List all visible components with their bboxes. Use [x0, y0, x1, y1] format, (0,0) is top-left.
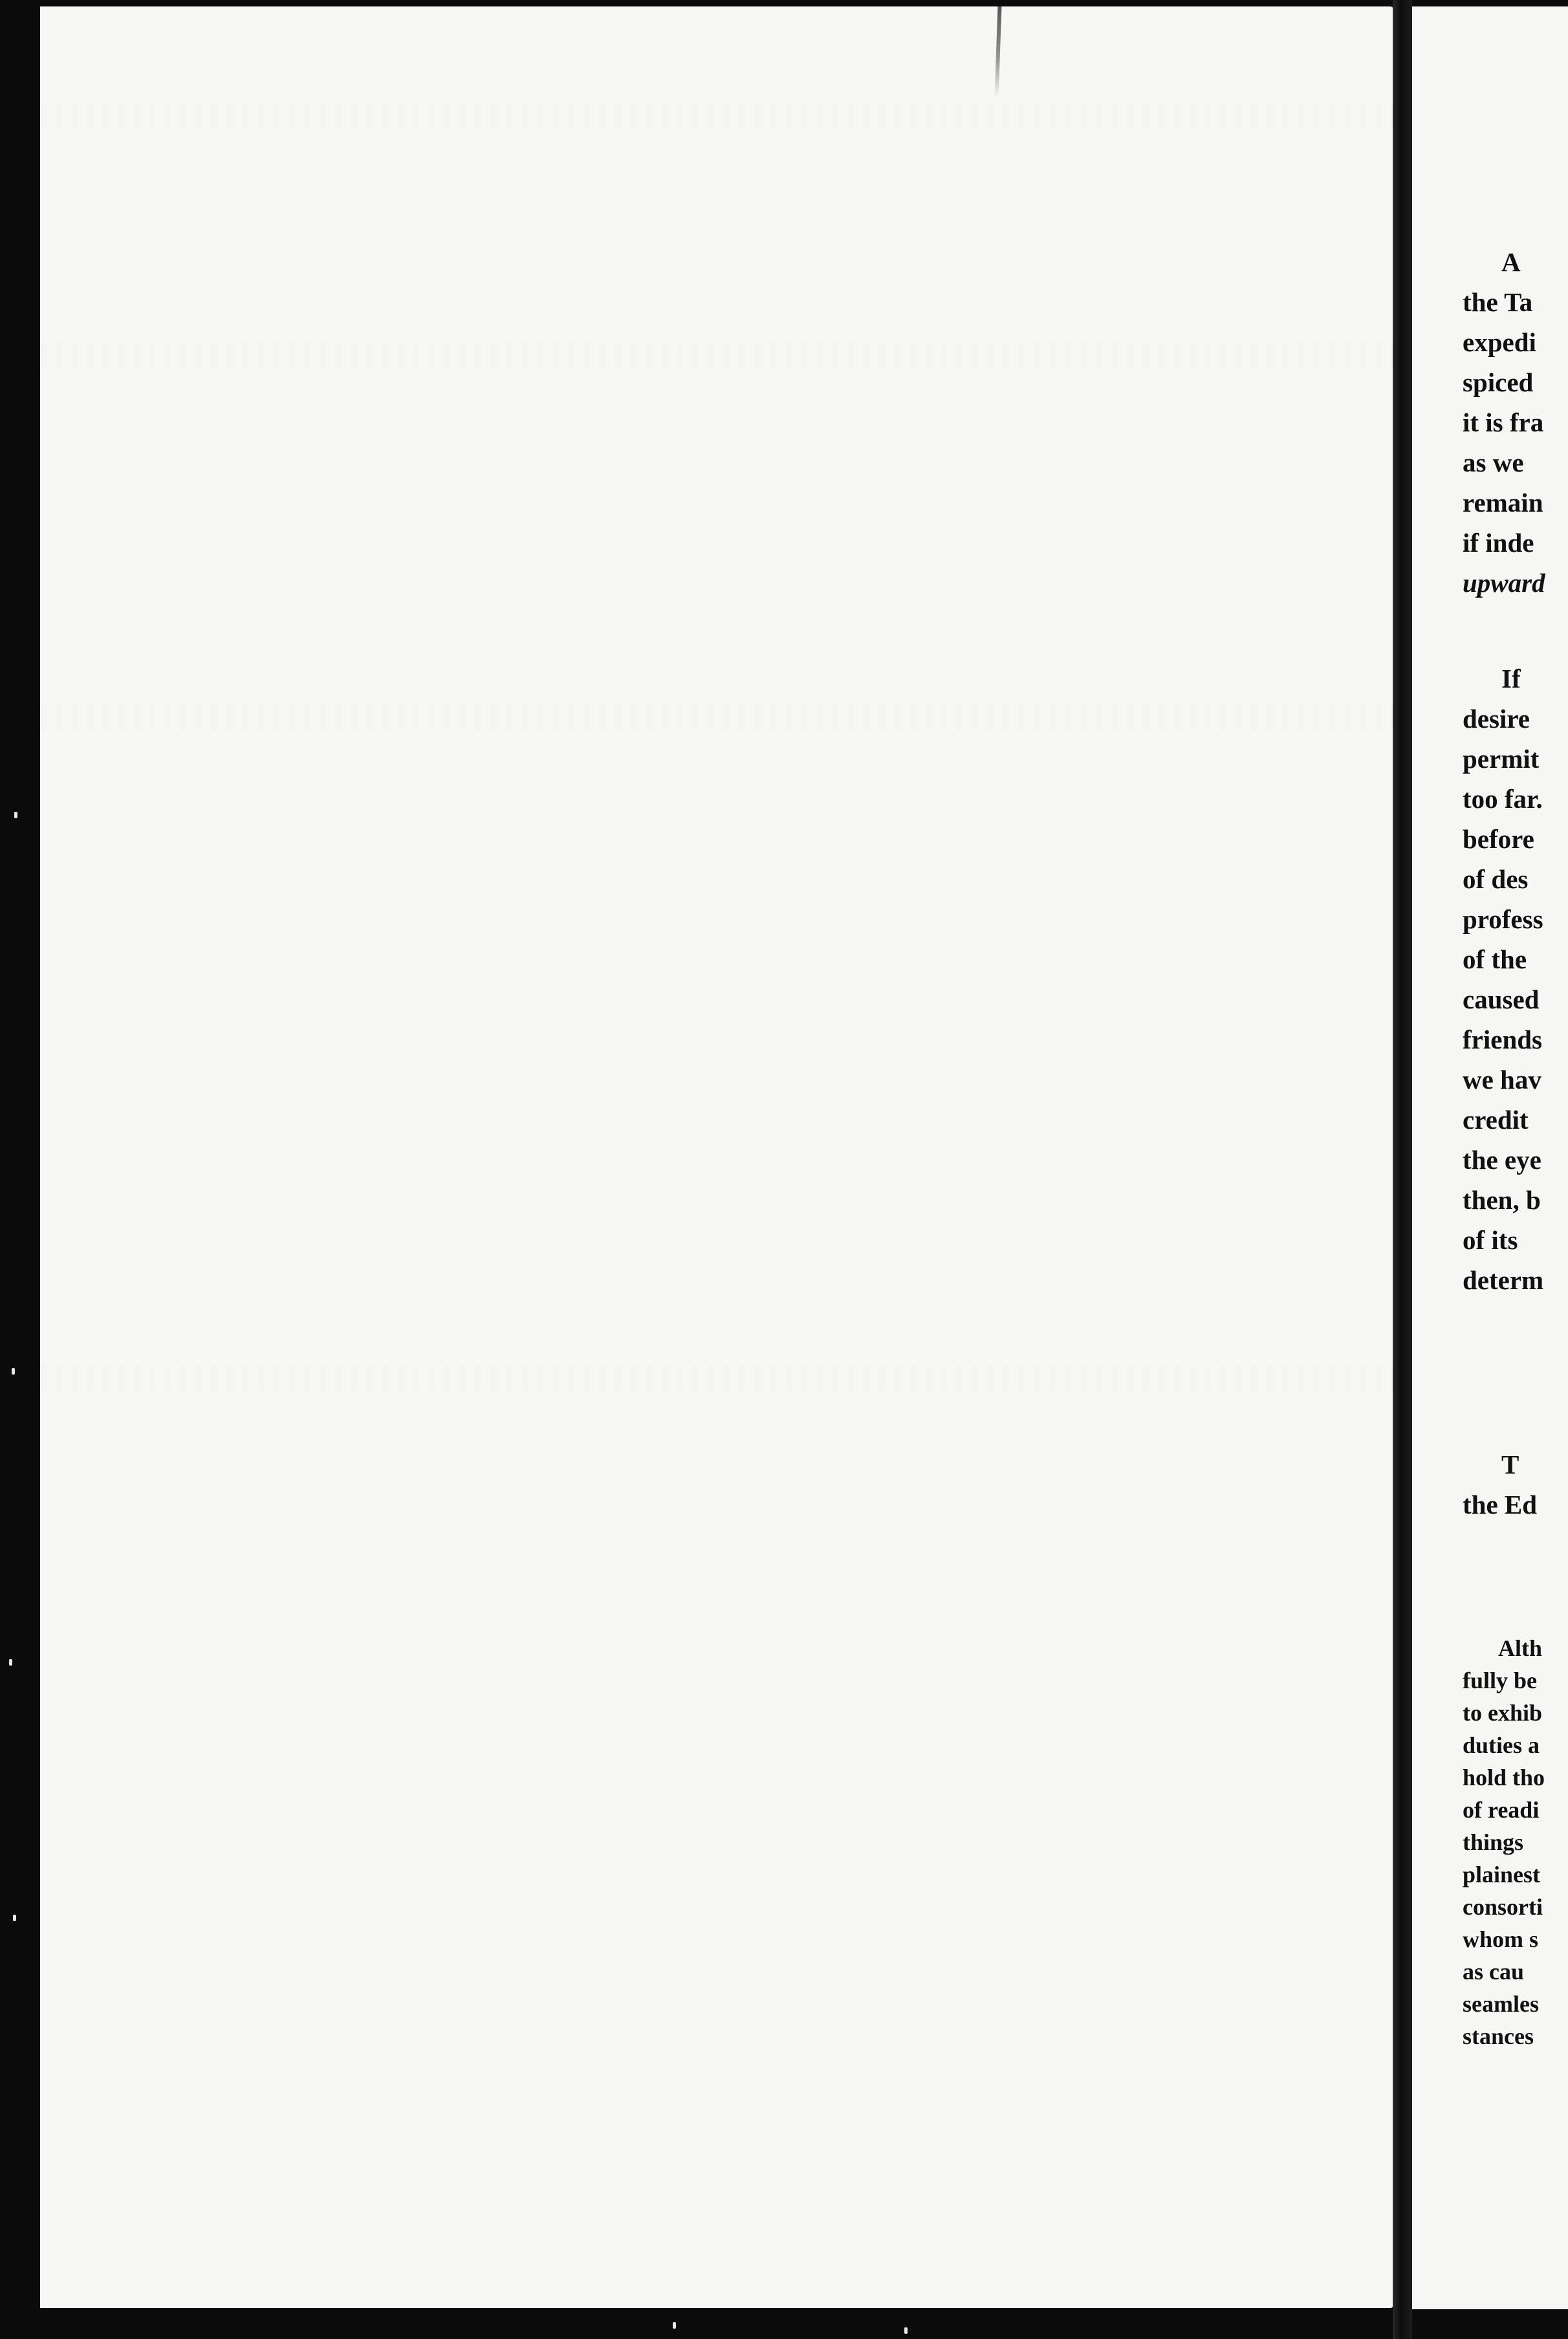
text-line: consorti	[1463, 1894, 1543, 1920]
text-line: the Ed	[1463, 1490, 1538, 1519]
text-line: we hav	[1463, 1065, 1541, 1094]
bleed-through-band	[40, 103, 1394, 129]
blank-left-page	[40, 6, 1394, 2308]
text-line: credit	[1463, 1105, 1529, 1135]
text-line: stances	[1463, 2023, 1534, 2049]
right-page	[1412, 6, 1568, 2309]
text-line: then, b	[1463, 1185, 1541, 1215]
text-line: hold tho	[1463, 1765, 1545, 1790]
text-line: friends	[1463, 1025, 1542, 1054]
text-line: duties a	[1463, 1732, 1540, 1758]
text-line: profess	[1463, 904, 1543, 934]
text-line: plainest	[1463, 1862, 1541, 1888]
text-line: If	[1501, 664, 1521, 693]
speck	[12, 1368, 15, 1375]
text-line: to exhib	[1463, 1700, 1543, 1726]
text-line: T	[1501, 1450, 1519, 1479]
text-line: A	[1501, 247, 1521, 277]
text-line: permit	[1463, 744, 1540, 774]
text-line: upward	[1463, 568, 1545, 598]
text-line: if inde	[1463, 528, 1534, 558]
text-line: Alth	[1498, 1635, 1543, 1661]
text-line: desire	[1463, 704, 1530, 734]
text-line: things	[1463, 1829, 1524, 1855]
bleed-through-band	[40, 705, 1394, 731]
text-line: of readi	[1463, 1797, 1540, 1823]
speck	[14, 812, 17, 818]
speck	[9, 1659, 12, 1666]
text-line: spiced	[1463, 367, 1534, 397]
text-line: whom s	[1463, 1926, 1539, 1952]
text-line: too far.	[1463, 784, 1543, 814]
text-line: before	[1463, 824, 1534, 854]
text-line: of the	[1463, 944, 1527, 974]
book-gutter	[1393, 0, 1412, 2339]
bleed-through-band	[40, 1365, 1394, 1391]
speck	[673, 2322, 676, 2329]
text-line: caused	[1463, 985, 1540, 1014]
text-line: as we	[1463, 448, 1524, 477]
text-line: of des	[1463, 864, 1529, 894]
speck	[13, 1915, 16, 1921]
text-line: the eye	[1463, 1145, 1541, 1175]
text-line: of its	[1463, 1225, 1518, 1255]
text-line: it is fra	[1463, 408, 1544, 437]
text-line: seamles	[1463, 1991, 1539, 2017]
text-line: fully be	[1463, 1668, 1538, 1693]
text-line: as cau	[1463, 1959, 1525, 1985]
speck	[904, 2327, 908, 2334]
page-tear	[995, 6, 1002, 97]
text-line: remain	[1463, 488, 1543, 517]
bleed-through-band	[40, 343, 1394, 369]
text-line: the Ta	[1463, 287, 1533, 317]
text-line: expedi	[1463, 327, 1536, 357]
text-line: determ	[1463, 1265, 1544, 1295]
